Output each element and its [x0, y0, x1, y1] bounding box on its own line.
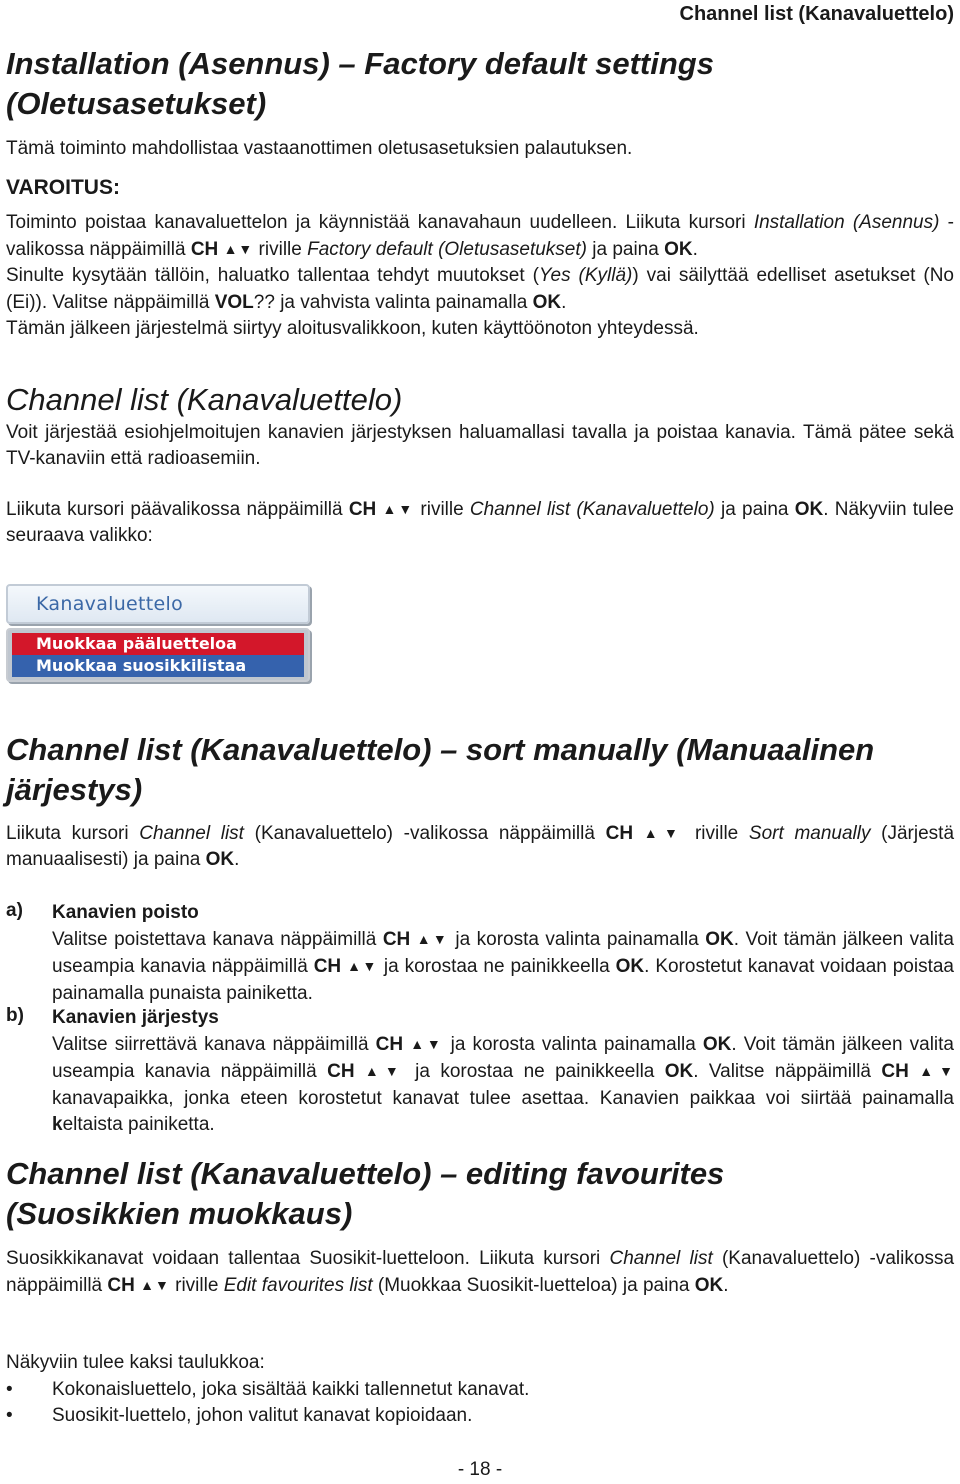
- bullet-icon: •: [6, 1405, 13, 1426]
- up-down-arrows-icon: ▲▼: [364, 1063, 405, 1080]
- menu-item-edit-main-list[interactable]: Muokkaa pääluetteloa: [12, 633, 304, 655]
- paragraph: Voit järjestää esiohjelmoitujen kanavien järjestyksen haluamallasi tavalla ja poistaa kanavia. Tämä pätee sekä TV-kanaviin että radioasemiin.: [6, 422, 954, 470]
- paragraph: Toiminto poistaa kanavaluettelon ja käynnistää kanavahaun uudelleen. Liikuta kursori Installation (Asennus) -valikossa näppäimillä CH ▲▼ riville Factory default (Oletusasetukset) ja paina OK.: [6, 212, 955, 261]
- paragraph: Näkyviin tulee kaksi taulukkoa:: [6, 1352, 265, 1373]
- menu-title-box: [6, 584, 310, 624]
- channel-list-instructions: [6, 496, 954, 549]
- section-factory-default: [6, 44, 954, 124]
- running-header: Channel list (Kanavaluettelo): [679, 3, 954, 25]
- title-line: Installation (Asennus) – Factory default settings: [6, 46, 714, 81]
- bullet-text: Kokonaisluettelo, joka sisältää kaikki tallennetut kanavat.: [52, 1379, 530, 1400]
- list-item-delete-channels: [52, 900, 954, 1007]
- factory-default-instructions: [6, 210, 954, 342]
- menu-item-edit-favourites[interactable]: Muokkaa suosikkilistaa: [12, 655, 304, 677]
- list-item-title: Kanavien järjestys: [52, 1007, 219, 1028]
- title-line: Channel list (Kanavaluettelo) – editing favourites: [6, 1156, 725, 1191]
- list-item-order-channels: [52, 1005, 954, 1138]
- bullet-icon: •: [6, 1379, 13, 1400]
- channel-list-menu: [6, 584, 312, 684]
- section-title-sort-manually: [6, 730, 954, 810]
- paragraph: Valitse siirrettävä kanava näppäimillä CH ▲▼ ja korosta valinta painamalla OK. Voit tämän jälkeen valita useampia kanavia näppäimillä CH ▲▼ ja korostaa ne painikkeella OK. Valitse näppäimillä CH ▲▼ kanavapaikka, jonka eteen korostetut kanavat tulee asettaa. Kanavien paikkaa voi siirtää painamalla keltaista painiketta.: [52, 1034, 954, 1135]
- paragraph: Sinulte kysytään tällöin, haluatko tallentaa tehdyt muutokset (Yes (Kyllä)) vai säilyttää edelliset asetukset (No (Ei)). Valitse näppäimillä VOL?? ja vahvista valinta painamalla OK.: [6, 265, 954, 313]
- paragraph: Suosikkikanavat voidaan tallentaa Suosikit-luetteloon. Liikuta kursori Channel list (Kanavaluettelo) -valikossa näppäimillä CH ▲▼ riville Edit favourites list (Muokkaa Suosikit-luetteloa) ja paina OK.: [6, 1248, 955, 1297]
- title-line: (Oletusasetukset): [6, 86, 267, 121]
- tables-intro: [6, 1350, 954, 1376]
- section-factory-default-body: [6, 136, 954, 162]
- up-down-arrows-icon: ▲▼: [382, 501, 415, 517]
- title-line: (Suosikkien muokkaus): [6, 1196, 353, 1231]
- up-down-arrows-icon: ▲▼: [347, 958, 379, 975]
- paragraph: Valitse poistettava kanava näppäimillä CH ▲▼ ja korosta valinta painamalla OK. Voit tämän jälkeen valita useampia kanavia näppäimillä CH ▲▼ ja korostaa ne painikkeella OK. Korostetut kanavat voidaan poistaa painamalla punaista painiketta.: [52, 929, 955, 1004]
- paragraph: Tämän jälkeen järjestelmä siirtyy aloitusvalikkoon, kuten käyttöönoton yhteydessä.: [6, 317, 699, 339]
- up-down-arrows-icon: ▲▼: [643, 825, 685, 841]
- section-title-factory-default: [6, 44, 954, 124]
- warning-block: [6, 174, 954, 202]
- paragraph: Liikuta kursori Channel list (Kanavaluettelo) -valikossa näppäimillä CH ▲▼ riville Sort manually (Järjestä manuaalisesti) ja paina OK.: [6, 823, 955, 871]
- section-sort-manually: [6, 730, 954, 810]
- section-title-channel-list: Channel list (Kanavaluettelo): [6, 382, 403, 417]
- list-label-a: a): [6, 900, 23, 921]
- title-line: järjestys): [6, 772, 143, 807]
- title-line: Channel list (Kanavaluettelo) – sort manually (Manuaalinen: [6, 732, 875, 767]
- section-channel-list: [6, 380, 954, 472]
- section-title-editing-favourites: [6, 1154, 954, 1234]
- page-number: - 18 -: [457, 1459, 503, 1480]
- list-item-title: Kanavien poisto: [52, 902, 199, 923]
- sort-manually-instructions: [6, 820, 954, 873]
- menu-items: [6, 628, 310, 682]
- up-down-arrows-icon: ▲▼: [416, 931, 449, 948]
- menu-title: Kanavaluettelo: [36, 593, 184, 615]
- paragraph: Liikuta kursori päävalikossa näppäimillä CH ▲▼ riville Channel list (Kanavaluettelo) ja paina OK. Näkyviin tulee seuraava valikko:: [6, 499, 954, 547]
- bullet-text: Suosikit-luettelo, johon valitut kanavat kopioidaan.: [52, 1405, 473, 1426]
- up-down-arrows-icon: ▲▼: [919, 1063, 954, 1080]
- intro-text: Tämä toiminto mahdollistaa vastaanottimen oletusasetuksien palautuksen.: [6, 138, 633, 159]
- up-down-arrows-icon: ▲▼: [410, 1036, 444, 1053]
- editing-favourites-instructions: [6, 1246, 954, 1299]
- list-label-b: b): [6, 1005, 24, 1026]
- warning-label: VAROITUS:: [6, 176, 120, 199]
- section-editing-favourites: [6, 1154, 954, 1234]
- up-down-arrows-icon: ▲▼: [140, 1277, 170, 1294]
- up-down-arrows-icon: ▲▼: [223, 241, 254, 258]
